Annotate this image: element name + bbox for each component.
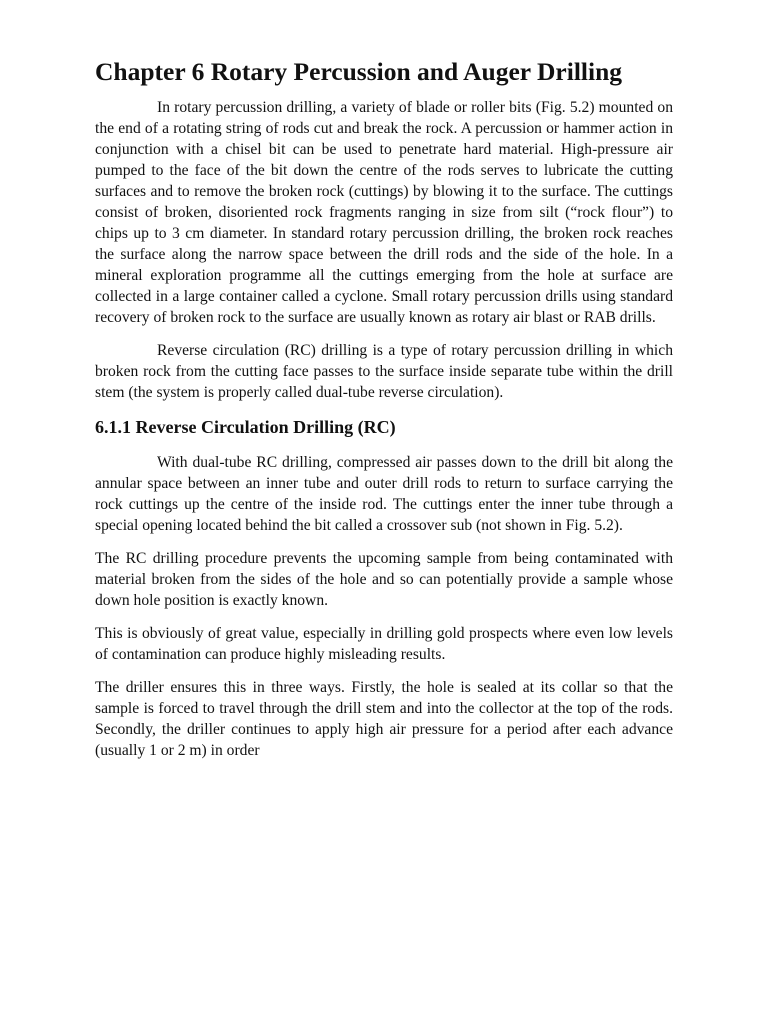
paragraph-driller-methods: The driller ensures this in three ways. Firstly, the hole is sealed at its collar so that the sample is forced to travel through the drill stem and into the collector at the top of the rods. Secondly, the driller continues to apply high air pressure for a period after each advance (usually 1 or 2 m) in order [95, 679, 673, 759]
paragraph-rc-procedure: The RC drilling procedure prevents the upcoming sample from being contaminated with material broken from the sides of the hole and so can potentially provide a sample whose down hole position is exactly known. [95, 550, 673, 609]
paragraph-dual-tube-rc: With dual-tube RC drilling, compressed air passes down to the drill bit along the annular space between an inner tube and outer drill rods to return to surface carrying the rock cuttings up the centre of the inside rod. The cuttings enter the inner tube through a special opening located behind the bit called a crossover sub (not shown in Fig. 5.2). [95, 454, 673, 534]
chapter-title: Chapter 6 Rotary Percussion and Auger Drilling [95, 57, 623, 86]
paragraph-reverse-circulation-definition: Reverse circulation (RC) drilling is a type of rotary percussion drilling in which broken rock from the cutting face passes to the surface inside separate tube within the drill stem (the system is properly called dual-tube reverse circulation). [95, 342, 673, 401]
section-heading-reverse-circulation: 6.1.1 Reverse Circulation Drilling (RC) [95, 417, 396, 437]
paragraph-rotary-percussion-intro: In rotary percussion drilling, a variety of blade or roller bits (Fig. 5.2) mounted on the end of a rotating string of rods cut and break the rock. A percussion or hammer action in conjunction with a chisel bit can be used to penetrate hard material. High-pressure air pumped to the face of the bit down the centre of the rods serves to lubricate the cutting surfaces and to remove the broken rock (cuttings) by blowing it to the surface. The cuttings consist of broken, disoriented rock fragments ranging in size from silt (“rock flour”) to chips up to 3 cm diameter. In standard rotary percussion drilling, the broken rock reaches the surface along the narrow space between the drill rods and the side of the hole. In a mineral exploration programme all the cuttings emerging from the hole at surface are collected in a large container called a cyclone. Small rotary percussion drills using standard recovery of broken rock to the surface are usually known as rotary air blast or RAB drills. [95, 99, 673, 326]
paragraph-value: This is obviously of great value, especially in drilling gold prospects where even low levels of contamination can produce highly misleading results. [95, 625, 673, 663]
document-page [95, 56, 673, 773]
